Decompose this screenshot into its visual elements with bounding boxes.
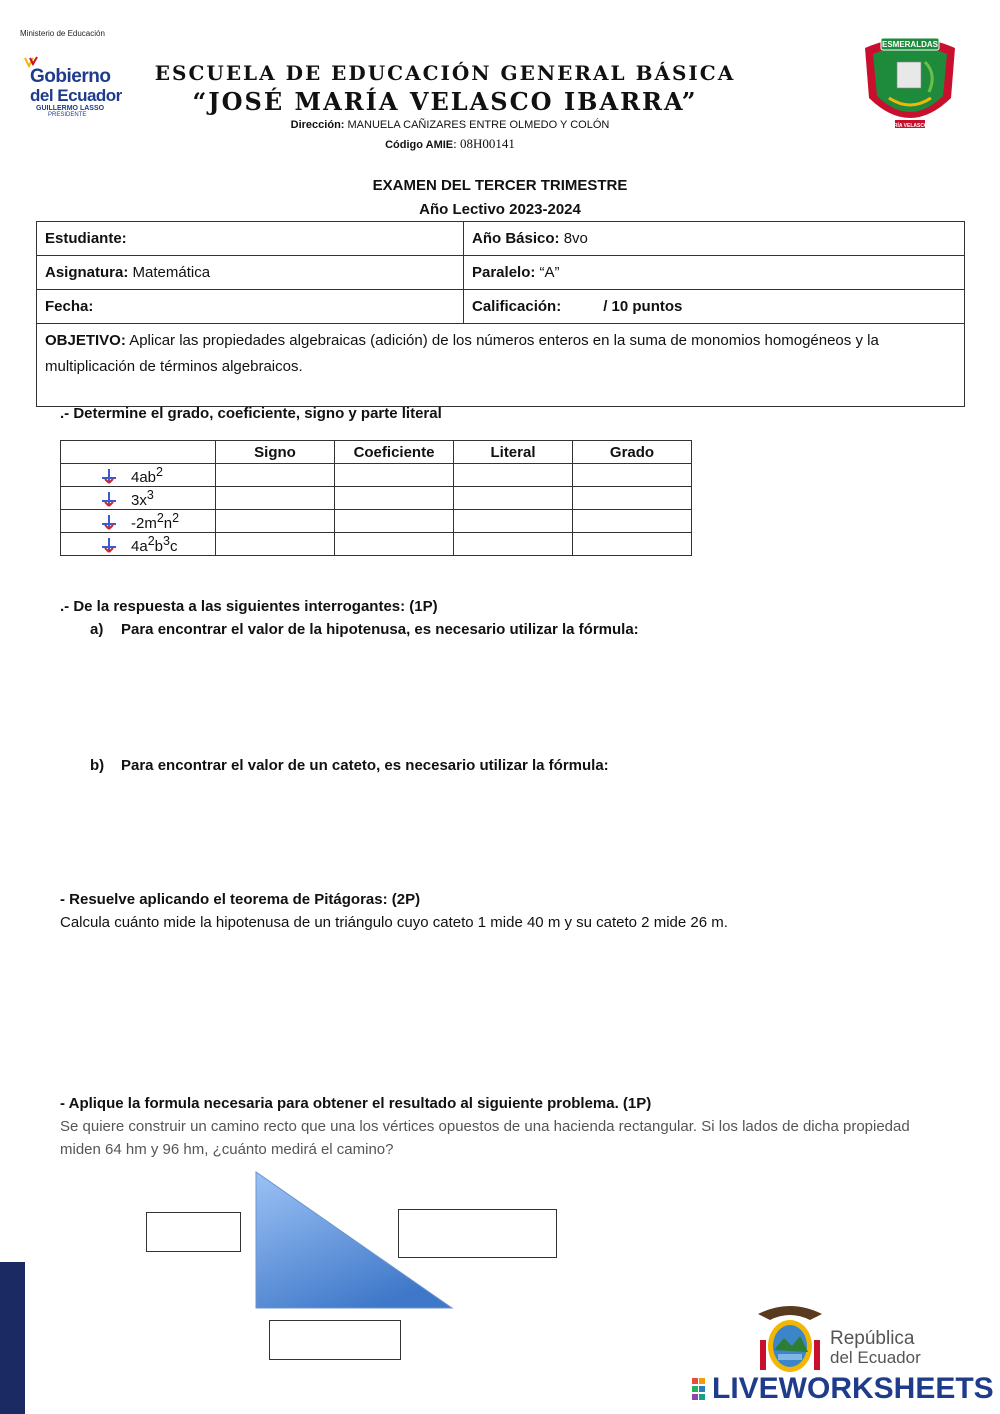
exam-title: EXAMEN DEL TERCER TRIMESTRE	[372, 177, 628, 194]
school-crest-icon	[855, 28, 965, 138]
term-base: 3x	[131, 492, 147, 509]
terms-table	[60, 440, 692, 556]
arrow-bullet-icon	[101, 537, 117, 553]
q3-instruction: - Resuelve aplicando el teorema de Pitágoras: (2P)	[60, 891, 421, 908]
date-label: Fecha:	[45, 298, 94, 315]
table-row	[61, 487, 692, 510]
header-grado: Grado	[573, 441, 692, 464]
term-expression	[131, 534, 177, 555]
answer-cell-signo[interactable]	[216, 464, 335, 487]
grade-cell	[464, 222, 965, 256]
crest-banner-text: ESMERALDAS	[881, 40, 939, 49]
student-info-table	[36, 221, 965, 407]
term-base: 4a	[131, 538, 148, 555]
ecuador-coat-of-arms-icon	[752, 1300, 828, 1376]
table-row	[37, 256, 965, 290]
hypotenuse-answer-box[interactable]	[398, 1209, 557, 1258]
table-row	[61, 464, 692, 487]
answer-cell-grado[interactable]	[573, 464, 692, 487]
address-value: MANUELA CAÑIZARES ENTRE OLMEDO Y COLÓN	[347, 119, 610, 131]
subject-cell	[37, 256, 464, 290]
objective-cell	[37, 324, 965, 407]
parallel-cell	[464, 256, 965, 290]
grade-value: 8vo	[563, 230, 588, 247]
term-exponent: 3	[146, 488, 154, 502]
date-cell[interactable]	[37, 290, 464, 324]
table-row	[37, 222, 965, 256]
left-edge-bar	[0, 1262, 25, 1414]
q2-a-label: a)	[90, 621, 104, 638]
gobierno-logo-line3: GUILLERMO LASSO	[36, 105, 105, 112]
score-cell[interactable]	[464, 290, 965, 324]
answer-cell-grado[interactable]	[573, 510, 692, 533]
answer-cell-signo[interactable]	[216, 487, 335, 510]
table-row	[37, 324, 965, 407]
grade-label: Año Básico:	[472, 230, 560, 247]
q4-text: Se quiere construir un camino recto que una los vértices opuestos de una hacienda rectangular. Si los lados de dicha propiedad miden 64 hm y 96 hm, ¿cuánto medirá el camino?	[60, 1118, 910, 1158]
q1-instruction: .- Determine el grado, coeficiente, signo y parte literal	[60, 405, 442, 422]
term-cell	[61, 510, 216, 533]
liveworksheets-brand[interactable]: LIVEWORKSHEETS	[712, 1372, 994, 1405]
q2-a-answer-area[interactable]	[121, 645, 961, 745]
amie-label: Código AMIE	[385, 139, 454, 151]
q4-instruction: - Aplique la formula necesaria para obtener el resultado al siguiente problema. (1P)	[60, 1095, 652, 1112]
leg-1-answer-box[interactable]	[146, 1212, 241, 1252]
term-exponent-2: 2	[172, 511, 180, 525]
q2-a-text: Para encontrar el valor de la hipotenusa, es necesario utilizar la fórmula:	[121, 621, 639, 638]
header-literal: Literal	[454, 441, 573, 464]
term-expression	[131, 488, 154, 509]
term-base-2: n	[163, 515, 173, 532]
term-tail: c	[169, 538, 178, 555]
republica-line2: del Ecuador	[830, 1348, 921, 1367]
school-name: “JOSÉ MARÍA VELASCO IBARRA”	[192, 87, 698, 116]
header-signo: Signo	[216, 441, 335, 464]
school-title: ESCUELA DE EDUCACIÓN GENERAL BÁSICA	[154, 61, 736, 85]
gobierno-logo-line4: PRESIDENTE	[48, 112, 87, 118]
term-base: -2m	[131, 515, 157, 532]
liveworksheets-logo-icon	[692, 1378, 706, 1402]
answer-cell-literal[interactable]	[454, 533, 573, 556]
term-base: 4ab	[131, 469, 157, 486]
term-cell	[61, 487, 216, 510]
term-exponent: 2	[156, 511, 164, 525]
header-coeficiente: Coeficiente	[335, 441, 454, 464]
subject-value: Matemática	[132, 264, 211, 281]
republica-line1: República	[830, 1328, 915, 1349]
answer-cell-literal[interactable]	[454, 510, 573, 533]
subject-label: Asignatura:	[45, 264, 129, 281]
term-exponent-2: 3	[162, 534, 170, 548]
parallel-value: “A”	[539, 264, 560, 281]
answer-cell-signo[interactable]	[216, 510, 335, 533]
address-label: Dirección:	[290, 119, 345, 131]
term-exponent: 2	[156, 465, 163, 479]
table-row	[37, 290, 965, 324]
q2-instruction: .- De la respuesta a las siguientes interrogantes: (1P)	[60, 598, 438, 615]
term-cell	[61, 464, 216, 487]
table-header-row	[61, 441, 692, 464]
score-value: / 10 puntos	[603, 298, 683, 315]
arrow-bullet-icon	[101, 468, 117, 484]
amie-value: : 08H00141	[453, 136, 515, 151]
term-exponent: 2	[147, 534, 155, 548]
answer-cell-coeficiente[interactable]	[335, 464, 454, 487]
answer-cell-signo[interactable]	[216, 533, 335, 556]
ministry-label: Ministerio de Educación	[20, 29, 105, 38]
q2-b-label: b)	[90, 757, 105, 774]
q3-answer-area[interactable]	[60, 940, 960, 1080]
crest-motto-text: JOSÉ MARÍA VELASCO IBARRA	[871, 123, 949, 129]
school-address	[200, 119, 700, 131]
gobierno-logo	[22, 56, 122, 122]
arrow-bullet-icon	[101, 491, 117, 507]
student-label: Estudiante:	[45, 230, 127, 247]
gobierno-logo-line1: Gobierno	[30, 66, 111, 87]
term-cell	[61, 533, 216, 556]
objective-text: Aplicar las propiedades algebraicas (adición) de los números enteros en la suma de monomios homogéneos y la multiplicación de términos algebraicos.	[45, 332, 879, 375]
answer-cell-grado[interactable]	[573, 487, 692, 510]
leg-2-answer-box[interactable]	[269, 1320, 401, 1360]
answer-cell-coeficiente[interactable]	[335, 487, 454, 510]
term-expression	[131, 465, 163, 486]
amie-code	[300, 136, 600, 152]
score-label: Calificación:	[472, 298, 562, 315]
q3-text: Calcula cuánto mide la hipotenusa de un triángulo cuyo cateto 1 mide 40 m y su cateto 2 mide 26 m.	[60, 914, 728, 931]
table-row	[61, 510, 692, 533]
q2-b-text: Para encontrar el valor de un cateto, es necesario utilizar la fórmula:	[121, 757, 609, 774]
terms-header-empty	[61, 441, 216, 464]
answer-cell-coeficiente[interactable]	[335, 510, 454, 533]
term-expression	[131, 511, 179, 532]
answer-cell-literal[interactable]	[454, 487, 573, 510]
q2-b-answer-area[interactable]	[121, 781, 961, 881]
arrow-bullet-icon	[101, 514, 117, 530]
answer-cell-coeficiente[interactable]	[335, 533, 454, 556]
gobierno-logo-line2: del Ecuador	[30, 86, 122, 105]
answer-cell-grado[interactable]	[573, 533, 692, 556]
parallel-label: Paralelo:	[472, 264, 536, 281]
student-cell[interactable]	[37, 222, 464, 256]
table-row	[61, 533, 692, 556]
answer-cell-literal[interactable]	[454, 464, 573, 487]
objective-label: OBJETIVO:	[45, 332, 126, 349]
term-base-2: b	[154, 538, 163, 555]
exam-year: Año Lectivo 2023-2024	[419, 201, 581, 218]
